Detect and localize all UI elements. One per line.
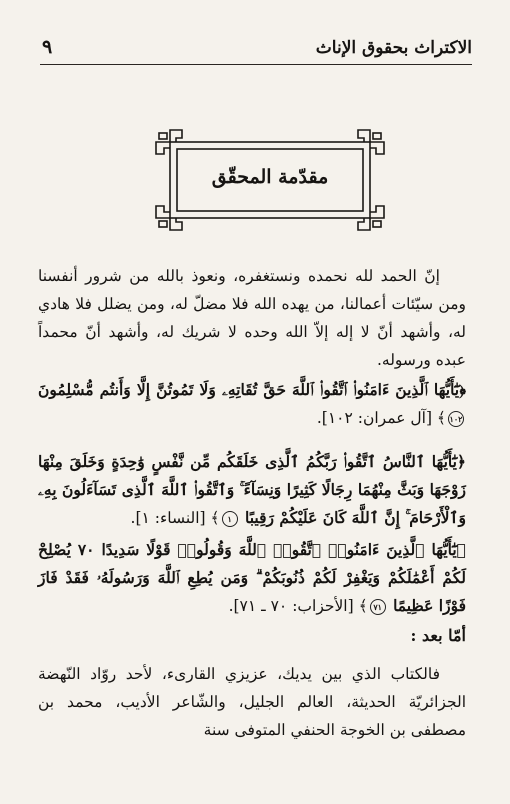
verse-reference: ﴾ [آل عمران: ١٠٢]. [316,409,446,427]
page-number: ٩ [42,36,53,58]
ayah-number-mark: ١٠٢ [448,411,464,427]
body-text: فالكتاب الذي بين يديك، عزيزي القارىء، لأحد روّاد النّهضة الجزائريّة الحديثة، العالم الجليل، والشّاعر الأديب، محمد بن مصطفى بن الخوجة الحنفي المتوفى سنة [38,665,466,739]
body-paragraph [38,660,466,744]
book-title: الاكتراث بحقوق الإناث [315,38,472,58]
verse-block-2 [38,448,466,532]
verse-reference: ﴾ [النساء: ١]. [130,509,220,527]
verse-reference: ﴾ [الأحزاب: ٧٠ ـ ٧١]. [228,597,368,615]
intro-text: إنّ الحمد لله نحمده ونستغفره، ونعوذ بالله من شرور أنفسنا ومن سيّئات أعمالنا، من يهده الله فلا مضلّ له، ومن يضلل فلا هادي له، وأشهد أنّ لا إله إلاّ الله وحده لا شريك له، وأشهد أنّ محمداً عبده ورسوله. [38,267,466,369]
quran-verse [38,448,466,532]
ayah-number-mark: ٧١ [370,599,386,615]
intro-paragraph [38,262,466,374]
quran-verse [38,376,466,432]
running-header [40,36,472,65]
ayah-number-mark: ١ [222,511,238,527]
verse-text: ﴿يَٰٓأَيُّهَا ٱلَّذِينَ ءَامَنُوا۟ ٱتَّقُوا۟ ٱللَّهَ حَقَّ تُقَاتِهِۦ وَلَا تَمُوتُنَّ إِلَّا وَأَنتُم مُّسْلِمُونَ [38,380,466,399]
quran-verse [38,536,466,620]
verse-text: ﴿يَٰٓأَيُّهَا ٱلَّذِينَ ءَامَنُوا۟ ٱتَّقُوا۟ ٱللَّهَ وَقُولُوا۟ قَوْلًا سَدِيدًا ٧٠ يُصْلِحْ لَكُمْ أَعْمَٰلَكُمْ وَيَغْفِرْ لَكُمْ ذُنُوبَكُمْ ۗ وَمَن يُطِعِ ٱللَّهَ وَرَسُولَهُۥ فَقَدْ فَازَ فَوْزًا عَظِيمًا [38,540,466,615]
amma-baad-heading: أمّا بعد : [410,626,466,645]
section-title: مقدّمة المحقّق [211,166,329,188]
verse-text: ﴿يَٰٓأَيُّهَا ٱلنَّاسُ ٱتَّقُوا۟ رَبَّكُمُ ٱلَّذِى خَلَقَكُم مِّن نَّفْسٍ وَٰحِدَةٍ وَخَلَقَ مِنْهَا زَوْجَهَا وَبَثَّ مِنْهُمَا رِجَالًا كَثِيرًا وَنِسَآءً ۚ وَٱتَّقُوا۟ ٱللَّهَ ٱلَّذِى تَسَآءَلُونَ بِهِۦ وَٱلْأَرْحَامَ ۚ إِنَّ ٱللَّهَ كَانَ عَلَيْكُمْ رَقِيبًا [38,452,466,527]
verse-block-3 [38,536,466,620]
section-title-frame [150,128,390,232]
verse-block-1 [38,376,466,432]
